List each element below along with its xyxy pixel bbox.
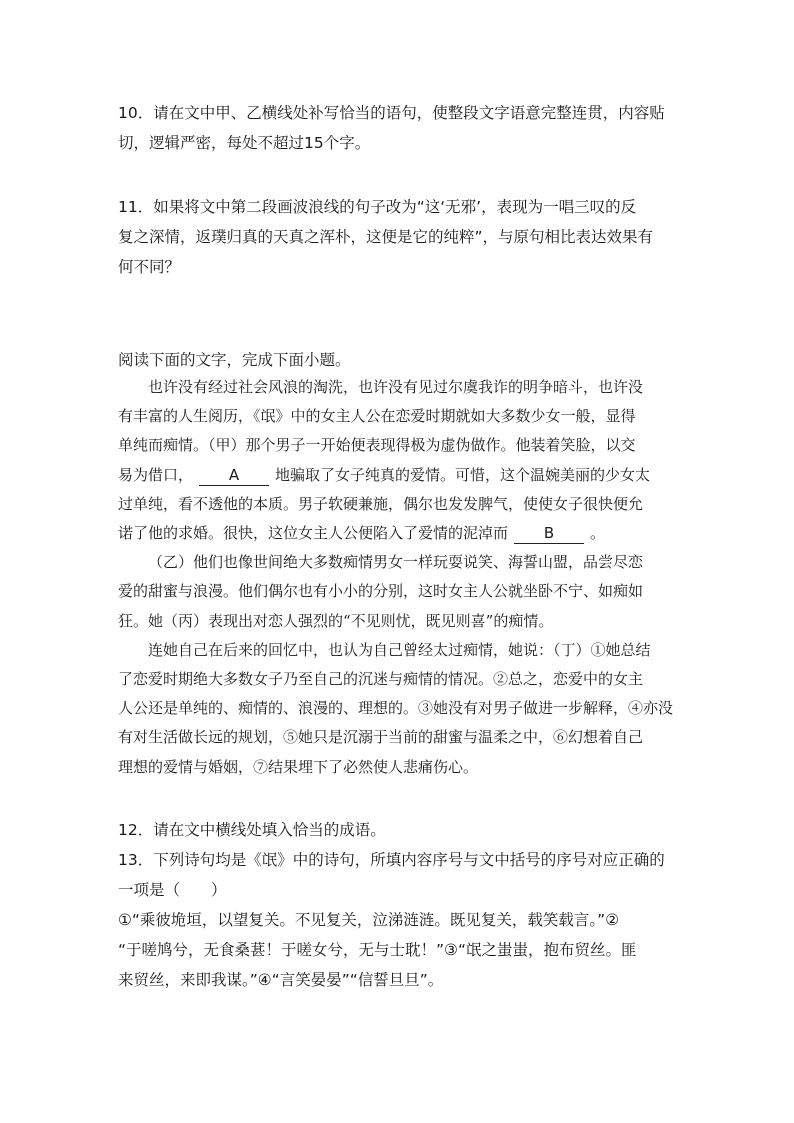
passage-text: 诺了他的求婚。很快，这位女主人公便陷入了爱情的泥淖而: [118, 524, 509, 543]
passage-line: 人公还是单纯的、痴情的、浪漫的、理想的。③她没有对男子做进一步解释，④亦没: [118, 699, 674, 718]
fill-blank-a: A: [199, 465, 269, 486]
passage-line: 了恋爱时期绝大多数女子乃至自己的沉迷与痴情的情况。②总之，恋爱中的女主: [118, 670, 644, 689]
reading-passage: [118, 373, 688, 782]
question-13-line: “于嗟鸠兮，无食桑葚！于嗟女兮，无与士耽！”③“氓之蚩蚩，抱布贸丝。匪: [118, 941, 637, 959]
passage-text: 地骗取了女子纯真的爱情。可惜，这个温婉美丽的少女太: [275, 465, 651, 484]
passage-text: 。: [590, 524, 606, 543]
passage-line: 狂。她（丙）表现出对恋人强烈的“不见则忧，既见则喜”的痴情。: [118, 611, 554, 630]
question-13: [118, 845, 682, 995]
passage-line: [118, 461, 688, 490]
question-11-line: 何不同？: [118, 258, 181, 276]
passage-line: 有丰富的人生阅历，《氓》中的女主人公在恋爱时期就如大多数少女一般，显得: [118, 407, 636, 426]
question-12: 12．请在文中横线处填入恰当的成语。: [118, 821, 386, 839]
passage-line: 有对生活做长远的规划，⑤她只是沉溺于当前的甜蜜与温柔之中，⑥幻想着自己: [118, 728, 644, 747]
question-10-line: 10．请在文中甲、乙横线处补写恰当的语句，使整段文字语意完整连贯，内容贴: [118, 104, 665, 122]
question-11: [118, 192, 682, 282]
question-11-line: 11．如果将文中第二段画波浪线的句子改为“这‘无邪’，表现为一唱三叹的反: [118, 198, 637, 216]
passage-line: 也许没有经过社会风浪的淘洗，也许没有见过尔虞我诈的明争暗斗，也许没: [148, 378, 644, 396]
passage-line: （乙）他们也像世间绝大多数痴情男女一样玩耍说笑、海誓山盟，品尝尽恋: [148, 553, 644, 572]
passage-line: 爱的甜蜜与浪漫。他们偶尔也有小小的分别，这时女主人公就坐卧不宁、如痴如: [118, 582, 644, 601]
passage-text: 易为借口，: [118, 465, 194, 484]
question-13-line: 13．下列诗句均是《氓》中的诗句，所填内容序号与文中括号的序号对应正确的: [118, 851, 665, 869]
question-11-line: 复之深情，返璞归真的天真之浑朴，这便是它的纯粹”，与原句相比表达效果有: [118, 228, 654, 246]
passage-line: [118, 519, 688, 548]
question-13-line: 一项是（ ）: [118, 881, 227, 899]
question-10: [118, 98, 682, 158]
passage-line: 单纯而痴情。（甲）那个男子一开始便表现得极为虚伪做作。他装着笑脸，以交: [118, 436, 636, 455]
fill-blank-b: B: [514, 523, 584, 544]
question-13-line: ①“乘彼垝垣，以望复关。不见复关，泣涕涟涟。既见复关，载笑载言。”②: [118, 911, 620, 929]
question-13-line: 来贸丝，来即我谋。”④“言笑晏晏”“信誓旦旦”。: [118, 971, 444, 989]
passage-line: 过单纯，看不透他的本质。男子软硬兼施，偶尔也发发脾气，使使女子很快便允: [118, 494, 644, 513]
reading-instruction: 阅读下面的文字，完成下面小题。: [118, 351, 351, 369]
passage-line: 理想的爱情与婚姻，⑦结果埋下了必然使人悲痛伤心。: [118, 757, 479, 776]
passage-line: 连她自己在后来的回忆中，也认为自己曾经太过痴情，她说：（丁）①她总结: [148, 640, 651, 659]
question-10-line: 切，逻辑严密，每处不超过15个字。: [118, 134, 371, 152]
